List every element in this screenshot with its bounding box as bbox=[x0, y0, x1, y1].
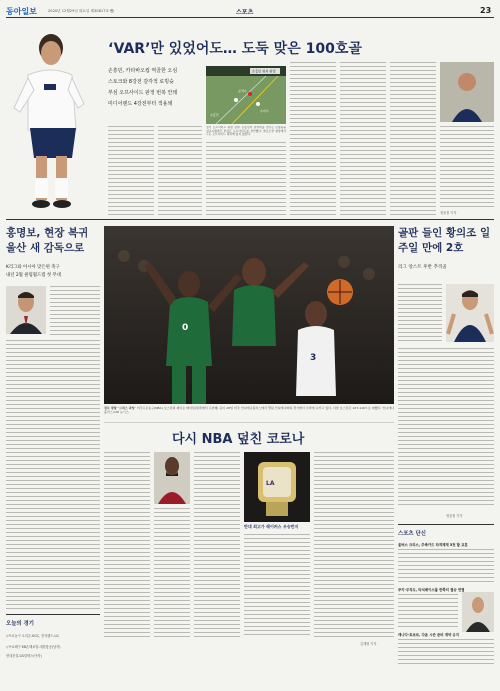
today-event-3: 현대건설-GS칼텍스(여자) bbox=[6, 654, 42, 658]
top-headline: ‘VAR’만 있었어도… 도둑 맞은 100호골 bbox=[108, 41, 362, 57]
hwang-photo bbox=[446, 284, 494, 342]
brief-1-body bbox=[398, 549, 494, 583]
diagram-label-mid: 공격수 bbox=[238, 89, 247, 93]
bottom-story-byline: 김재형 기자 bbox=[360, 642, 377, 646]
top-body-col-6 bbox=[390, 62, 436, 216]
right-top-body bbox=[440, 126, 494, 210]
svg-text:0: 0 bbox=[182, 323, 189, 333]
deck-line-3: 부심 오프사이드 판정 번복 안돼 bbox=[108, 90, 178, 96]
player-figure bbox=[6, 20, 86, 212]
deck-line-1: 손흥민, 카타바오컵 역골한 오심 bbox=[108, 68, 178, 74]
today-event-1: ▽프로농구 오리온-KGC, 전자랜드-LG bbox=[6, 634, 59, 638]
hong-portrait bbox=[6, 286, 46, 334]
brief-1-title: 울버스 크리스, 추측카드 타격제재 5천 할 교훈 bbox=[398, 543, 468, 547]
brief-3-body bbox=[398, 639, 494, 667]
offside-diagram bbox=[206, 66, 286, 124]
nba-caption-text: 미국프로농구(NBA) 보스턴의 제이슨 테이텀(왼쪽에서 두번째) 등이 28일 미국 인디애나폴리스에서 열린 인디애나와의 경기에서 수비에 나서고 있다. 이날 보스턴은 107-116으로 패했다. 인디애나폴리스=AP 뉴시스 bbox=[104, 406, 394, 414]
page-number: 23 bbox=[480, 6, 492, 15]
bottom-body-col-5 bbox=[314, 452, 394, 638]
left-body-beside-photo bbox=[50, 286, 100, 336]
nba-caption-bold: 점프 방향 ‘그치스 과잉’ bbox=[104, 406, 136, 410]
svg-text:3: 3 bbox=[310, 353, 317, 363]
date-line: 2020년 12월29일 화요일 제30817호 ㉿ bbox=[48, 9, 114, 13]
diagram-label-right: 수비수 bbox=[260, 109, 269, 113]
right-body-col bbox=[398, 348, 494, 508]
section-title: 스포츠 bbox=[236, 9, 254, 16]
diagram-caption: 경기 오프사이드 판정 장면. 손흥민이 골키퍼를 넘기는 로빙슛을 성공시켰지만 부심은 오프사이드를 선언했다. 슬로모션 영상에서 그는 오프사이드 위치에 있지 않았다. bbox=[206, 126, 286, 137]
top-body-col-5 bbox=[340, 62, 386, 216]
left-deck-line-1: K리그와 아시아 맞은편 축구 bbox=[6, 265, 60, 270]
today-events-box bbox=[6, 614, 100, 685]
right-top-photo bbox=[440, 62, 494, 122]
left-deck-line-2: 내년 2월 클럽월드컵 첫 무대 bbox=[6, 273, 62, 278]
top-body-col-1 bbox=[108, 126, 154, 216]
today-events-title: 오늘의 경기 bbox=[6, 621, 34, 627]
bottom-body-col-3 bbox=[194, 452, 240, 638]
nba-player-photo bbox=[154, 452, 190, 504]
ring-caption: 반대 최고가 레이커스 우승반지 bbox=[244, 524, 299, 529]
deck-line-4: 미디어랜드 4강전부터 적용돼 bbox=[108, 101, 173, 107]
brief-photo bbox=[462, 592, 494, 632]
brief-2-body bbox=[398, 594, 458, 628]
right-deck: 리그 앙스트 후반 추격골 bbox=[398, 265, 447, 270]
top-deck bbox=[108, 66, 204, 110]
diagram-label-left: 손흥민 bbox=[210, 113, 219, 117]
soccer-player-photo bbox=[6, 20, 86, 212]
top-body-col-4 bbox=[290, 62, 336, 216]
right-headline: 골판 들인 황의조 일주일 만에 2호 bbox=[398, 227, 491, 254]
briefs-title: 스포츠 단신 bbox=[398, 531, 426, 537]
bottom-headline: 다시 NBA 덮친 코로나 bbox=[172, 432, 305, 447]
brief-3-title: 캐나다-로보르, 다음 시즌 준비 계약 유지 bbox=[398, 633, 460, 637]
top-body-col-3 bbox=[206, 142, 286, 216]
ring-photo bbox=[244, 452, 310, 522]
bottom-body-col-1 bbox=[104, 452, 150, 638]
right-story-byline: 정윤철 기자 bbox=[446, 514, 463, 518]
top-body-col-2 bbox=[158, 126, 202, 216]
deck-line-2: 스토크와 8강전 감각적 로빙슛 bbox=[108, 79, 174, 85]
top-section-divider bbox=[6, 219, 494, 220]
bottom-section-divider bbox=[104, 422, 394, 423]
left-headline: 홍명보, 현장 복귀 울산 새 감독으로 bbox=[6, 227, 89, 254]
diagram-label-top: 손흥민 위치 판정 bbox=[252, 69, 276, 74]
nba-action-photo bbox=[104, 226, 394, 404]
masthead-logo: 동아일보 bbox=[6, 7, 37, 16]
left-deck bbox=[6, 264, 100, 280]
right-body-col-top bbox=[398, 284, 442, 344]
today-event-2: ▽프로배구 KB손해보험-대한항공(남자) bbox=[6, 645, 61, 649]
left-body-col bbox=[6, 340, 100, 610]
top-story-byline: 정윤철 기자 bbox=[440, 211, 457, 215]
bottom-body-col-2 bbox=[154, 508, 190, 638]
brief-2-title: 쿠키-무직도, 타석베이스를 반쪽의 결승 연결 bbox=[398, 588, 465, 592]
header-rule bbox=[6, 17, 494, 18]
nba-photo-caption bbox=[104, 406, 394, 420]
bottom-body-col-4 bbox=[244, 534, 310, 638]
svg-text:LA: LA bbox=[266, 480, 275, 487]
